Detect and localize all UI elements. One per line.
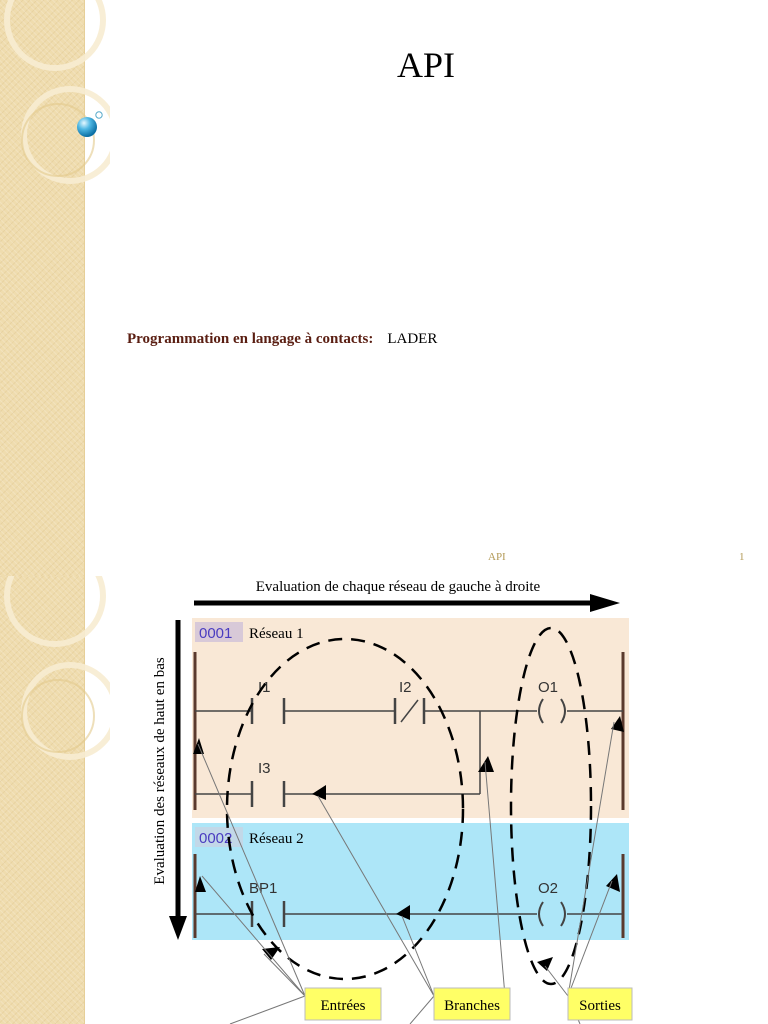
network-2-name: Réseau 2 bbox=[249, 831, 304, 847]
contact-i1-label: I1 bbox=[258, 679, 271, 696]
contact-i2-label: I2 bbox=[399, 679, 412, 696]
ladder-diagram bbox=[0, 576, 768, 1024]
contact-bp1-label: BP1 bbox=[249, 880, 278, 897]
small-bubble-icon bbox=[96, 112, 102, 118]
network-2-number: 0002 bbox=[199, 830, 233, 847]
callout-outputs-label: Sorties bbox=[579, 998, 621, 1014]
network-1-name: Réseau 1 bbox=[249, 626, 304, 642]
network-1-number: 0001 bbox=[199, 625, 233, 642]
slide-subtitle bbox=[127, 331, 437, 348]
callout-branches-label: Branches bbox=[444, 998, 500, 1014]
horizontal-arrow-icon bbox=[194, 594, 620, 612]
horizontal-arrow-label: Evaluation de chaque réseau de gauche à droite bbox=[255, 579, 541, 595]
subtitle-label: Programmation en langage à contacts: bbox=[127, 331, 374, 347]
subtitle-value: LADER bbox=[387, 331, 438, 347]
coil-o1-label: O1 bbox=[538, 679, 559, 696]
slide-2 bbox=[0, 576, 768, 1024]
footer-center: API bbox=[488, 551, 506, 563]
footer-page-number: 1 bbox=[739, 551, 745, 563]
slide-title: API bbox=[396, 45, 455, 85]
contact-i3-label: I3 bbox=[258, 760, 271, 777]
blue-bubble-icon bbox=[77, 117, 97, 137]
callout-inputs-label: Entrées bbox=[320, 998, 366, 1014]
vertical-arrow-icon bbox=[169, 620, 187, 940]
coil-o2-label: O2 bbox=[538, 880, 559, 897]
vertical-arrow-label: Evaluation des réseaux de haut en bas bbox=[152, 657, 168, 885]
